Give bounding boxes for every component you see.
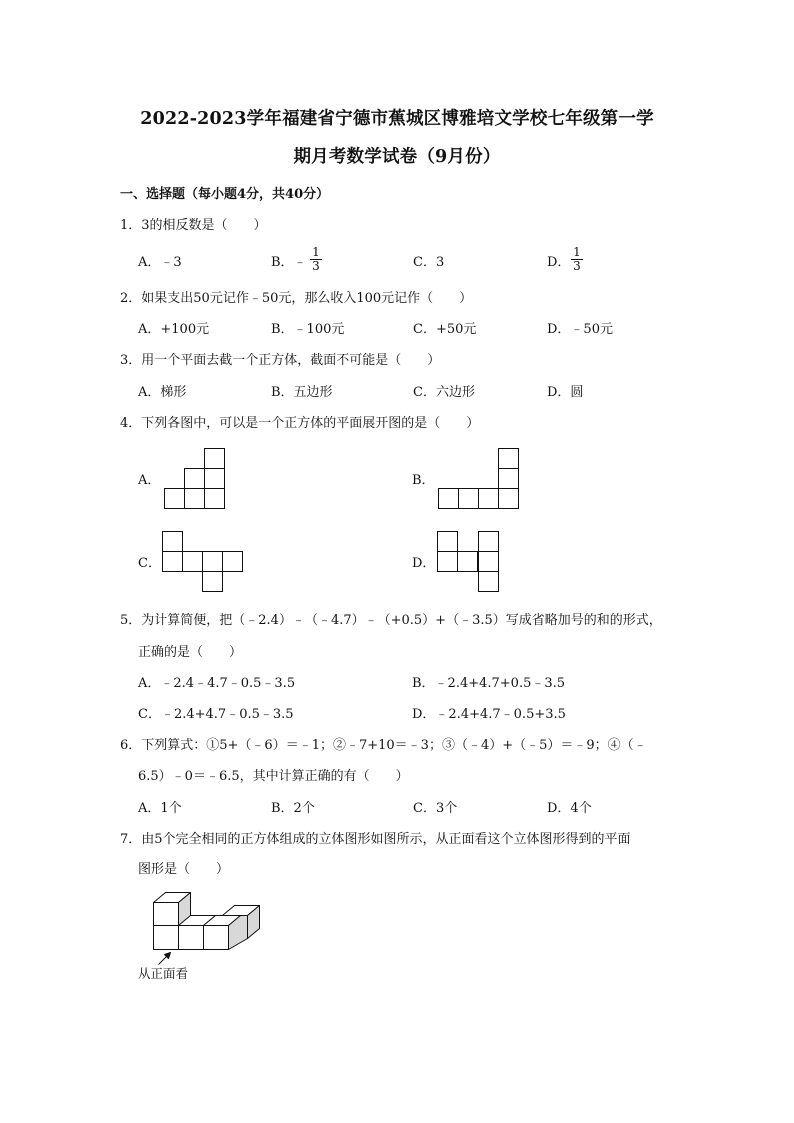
q6-option-a: A．1个 <box>138 801 182 816</box>
q2-option-a: A．+100元 <box>138 322 210 337</box>
q3-stem: 3．用一个平面去截一个正方体，截面不可能是（ ） <box>120 353 441 368</box>
q5-option-c: C．﹣2.4+4.7﹣0.5﹣3.5 <box>138 707 294 722</box>
q5-option-b: B．﹣2.4+4.7+0.5﹣3.5 <box>412 676 566 691</box>
q4-net-figure-c <box>160 531 248 596</box>
q6-option-d: D．4个 <box>547 801 592 816</box>
fraction-numerator: 1 <box>310 246 322 260</box>
q4-option-d-label: D． <box>412 556 436 571</box>
q1-option-b-prefix: B．﹣ <box>271 255 307 270</box>
q2-stem: 2．如果支出50元记作﹣50元，那么收入100元记作（ ） <box>120 291 473 306</box>
q3-option-a: A．梯形 <box>138 385 187 400</box>
q4-option-c-label: C． <box>138 556 161 571</box>
q3-option-c: C．六边形 <box>413 385 475 400</box>
q6-option-b: B．2个 <box>271 801 315 816</box>
fraction-denominator: 3 <box>312 259 320 273</box>
q7-stem-line-1: 7．由5个完全相同的正方体组成的立体图形如图所示，从正面看这个立体图形得到的平面 <box>120 832 631 847</box>
q2-option-c: C．+50元 <box>413 322 477 337</box>
q1-option-d-prefix: D． <box>547 255 571 270</box>
q7-solid-figure <box>148 888 276 968</box>
q1-option-b-fraction <box>310 246 322 273</box>
q4-option-b-label: B． <box>412 473 435 488</box>
q3-option-d: D．圆 <box>547 385 584 400</box>
q6-stem-line-2: 6.5）﹣0＝﹣6.5，其中计算正确的有（ ） <box>138 769 409 784</box>
q1-option-c: C．3 <box>413 255 445 270</box>
q6-stem-line-1: 6．下列算式：①5+（﹣6）＝﹣1；②﹣7+10＝﹣3；③（﹣4）+（﹣5）＝﹣9；④（﹣ <box>120 738 647 753</box>
q4-net-figure-a <box>160 448 226 513</box>
fraction-numerator: 1 <box>571 246 583 260</box>
q7-stem-line-2: 图形是（ ） <box>138 862 230 877</box>
q5-option-d: D．﹣2.4+4.7﹣0.5+3.5 <box>412 707 566 722</box>
q4-option-a-label: A． <box>138 473 161 488</box>
exam-title-line-1: 2022-2023学年福建省宁德市蕉城区博雅培文学校七年级第一学 <box>140 109 654 129</box>
q1-option-a: A．﹣3 <box>138 255 182 270</box>
q5-stem-line-1: 5．为计算简便，把（﹣2.4）﹣（﹣4.7）﹣（+0.5）+（﹣3.5）写成省略加号的和的形式， <box>120 613 662 628</box>
q4-net-figure-d <box>435 531 503 596</box>
q1-option-d-fraction <box>571 246 583 273</box>
q6-option-c: C．3个 <box>413 801 458 816</box>
exam-title-line-2: 期月考数学试卷（9月份） <box>293 147 501 167</box>
q1-stem: 1．3的相反数是（ ） <box>120 218 267 233</box>
q5-option-a: A．﹣2.4﹣4.7﹣0.5﹣3.5 <box>138 676 296 691</box>
q2-option-b: B．﹣100元 <box>271 322 345 337</box>
q3-option-b: B．五边形 <box>271 385 333 400</box>
section-heading: 一、选择题（每小题4分，共40分） <box>120 187 330 202</box>
q4-stem: 4．下列各图中，可以是一个正方体的平面展开图的是（ ） <box>120 416 480 431</box>
q2-option-d: D．﹣50元 <box>547 322 613 337</box>
fraction-denominator: 3 <box>573 259 581 273</box>
q5-stem-line-2: 正确的是（ ） <box>138 645 243 660</box>
q7-figure-caption: 从正面看 <box>138 966 189 981</box>
q4-net-figure-b <box>435 448 523 513</box>
